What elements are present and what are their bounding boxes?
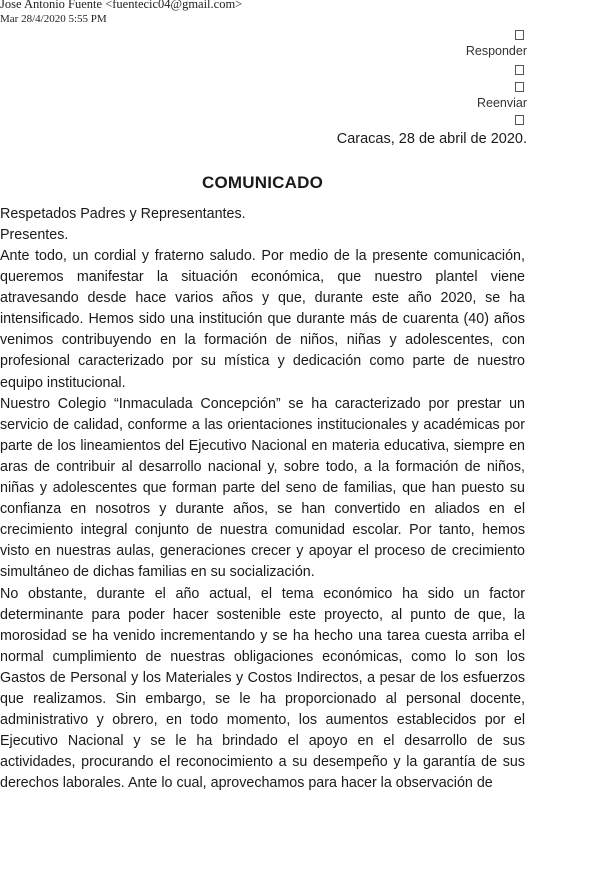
letter-paragraph-3: No obstante, durante el año actual, el tema económico ha sido un factor determinante para poder hacer sostenible este proyecto, al punto de que, la morosidad se ha venido incrementando y se ha hecho una tarea cuesta arriba el normal cumplimiento de nuestras obligaciones económicas, como lo son los Gastos de Personal y los Materiales y Costos Indirectos, a pesar de los esfuerzos que realizamos. Sin embargo, se le ha proporcionado al personal docente, administrativo y obrero, en todo momento, los aumentos establecidos por el Ejecutivo Nacional y se le ha brindado el apoyo en el desarrollo de sus actividades, procurando el reconocimiento a su desempeño y la garantía de sus derechos laborales. Ante lo cual, aprovechamos para hacer la observación de <box>0 585 525 792</box>
forward-checkbox-icon[interactable] <box>515 115 524 125</box>
letter-greeting-2: Presentes. <box>0 227 69 243</box>
letter-place-date: Caracas, 28 de abril de 2020. <box>336 131 527 147</box>
letter-paragraph-1: Ante todo, un cordial y fraterno saludo. Por medio de la presente comunicación, queremos manifestar la situación económica, que nuestro plantel viene atravesando desde hace varios años y que, durante este año 2020, se ha intensificado. Hemos sido una institución que durante más de cuarenta (40) años venimos contribuyendo en la formación de niños, niñas y adolescentes, con profesional caracterizado por su mística y dedicación como parte de nuestro equipo institucional. <box>0 248 525 391</box>
reply-button[interactable]: Responder <box>465 44 527 58</box>
letter-body <box>0 246 525 794</box>
email-sender: Jose Antonio Fuente <fuentecic04@gmail.com> <box>0 0 243 11</box>
letter-greeting: Respetados Padres y Representantes. <box>0 206 246 222</box>
reply-checkbox-icon[interactable] <box>515 30 524 40</box>
option-checkbox-icon-2[interactable] <box>515 82 524 92</box>
letter-paragraph-2: Nuestro Colegio “Inmaculada Concepción” se ha caracterizado por prestar un servicio de calidad, conforme a las orientaciones institucionales y académicas por parte de los lineamientos del Ejecutivo Nacional en materia educativa, siempre en aras de contribuir al desarrollo nacional y, sobre todo, a la formación de niños, niñas y adolescentes que forman parte del seno de familias, que han puesto su confianza en nosotros y durante años, se han convertido en aliados en el crecimiento integral conjunto de nuestra comunidad escolar. Por tanto, hemos visto en nuestras aulas, generaciones crecer y apoyar el proceso de crecimiento simultáneo de dichas familias en su socialización. <box>0 395 525 581</box>
letter-title: COMUNICADO <box>202 173 323 192</box>
email-date: Mar 28/4/2020 5:55 PM <box>0 13 107 25</box>
option-checkbox-icon[interactable] <box>515 65 524 75</box>
forward-button[interactable]: Reenviar <box>476 96 527 110</box>
